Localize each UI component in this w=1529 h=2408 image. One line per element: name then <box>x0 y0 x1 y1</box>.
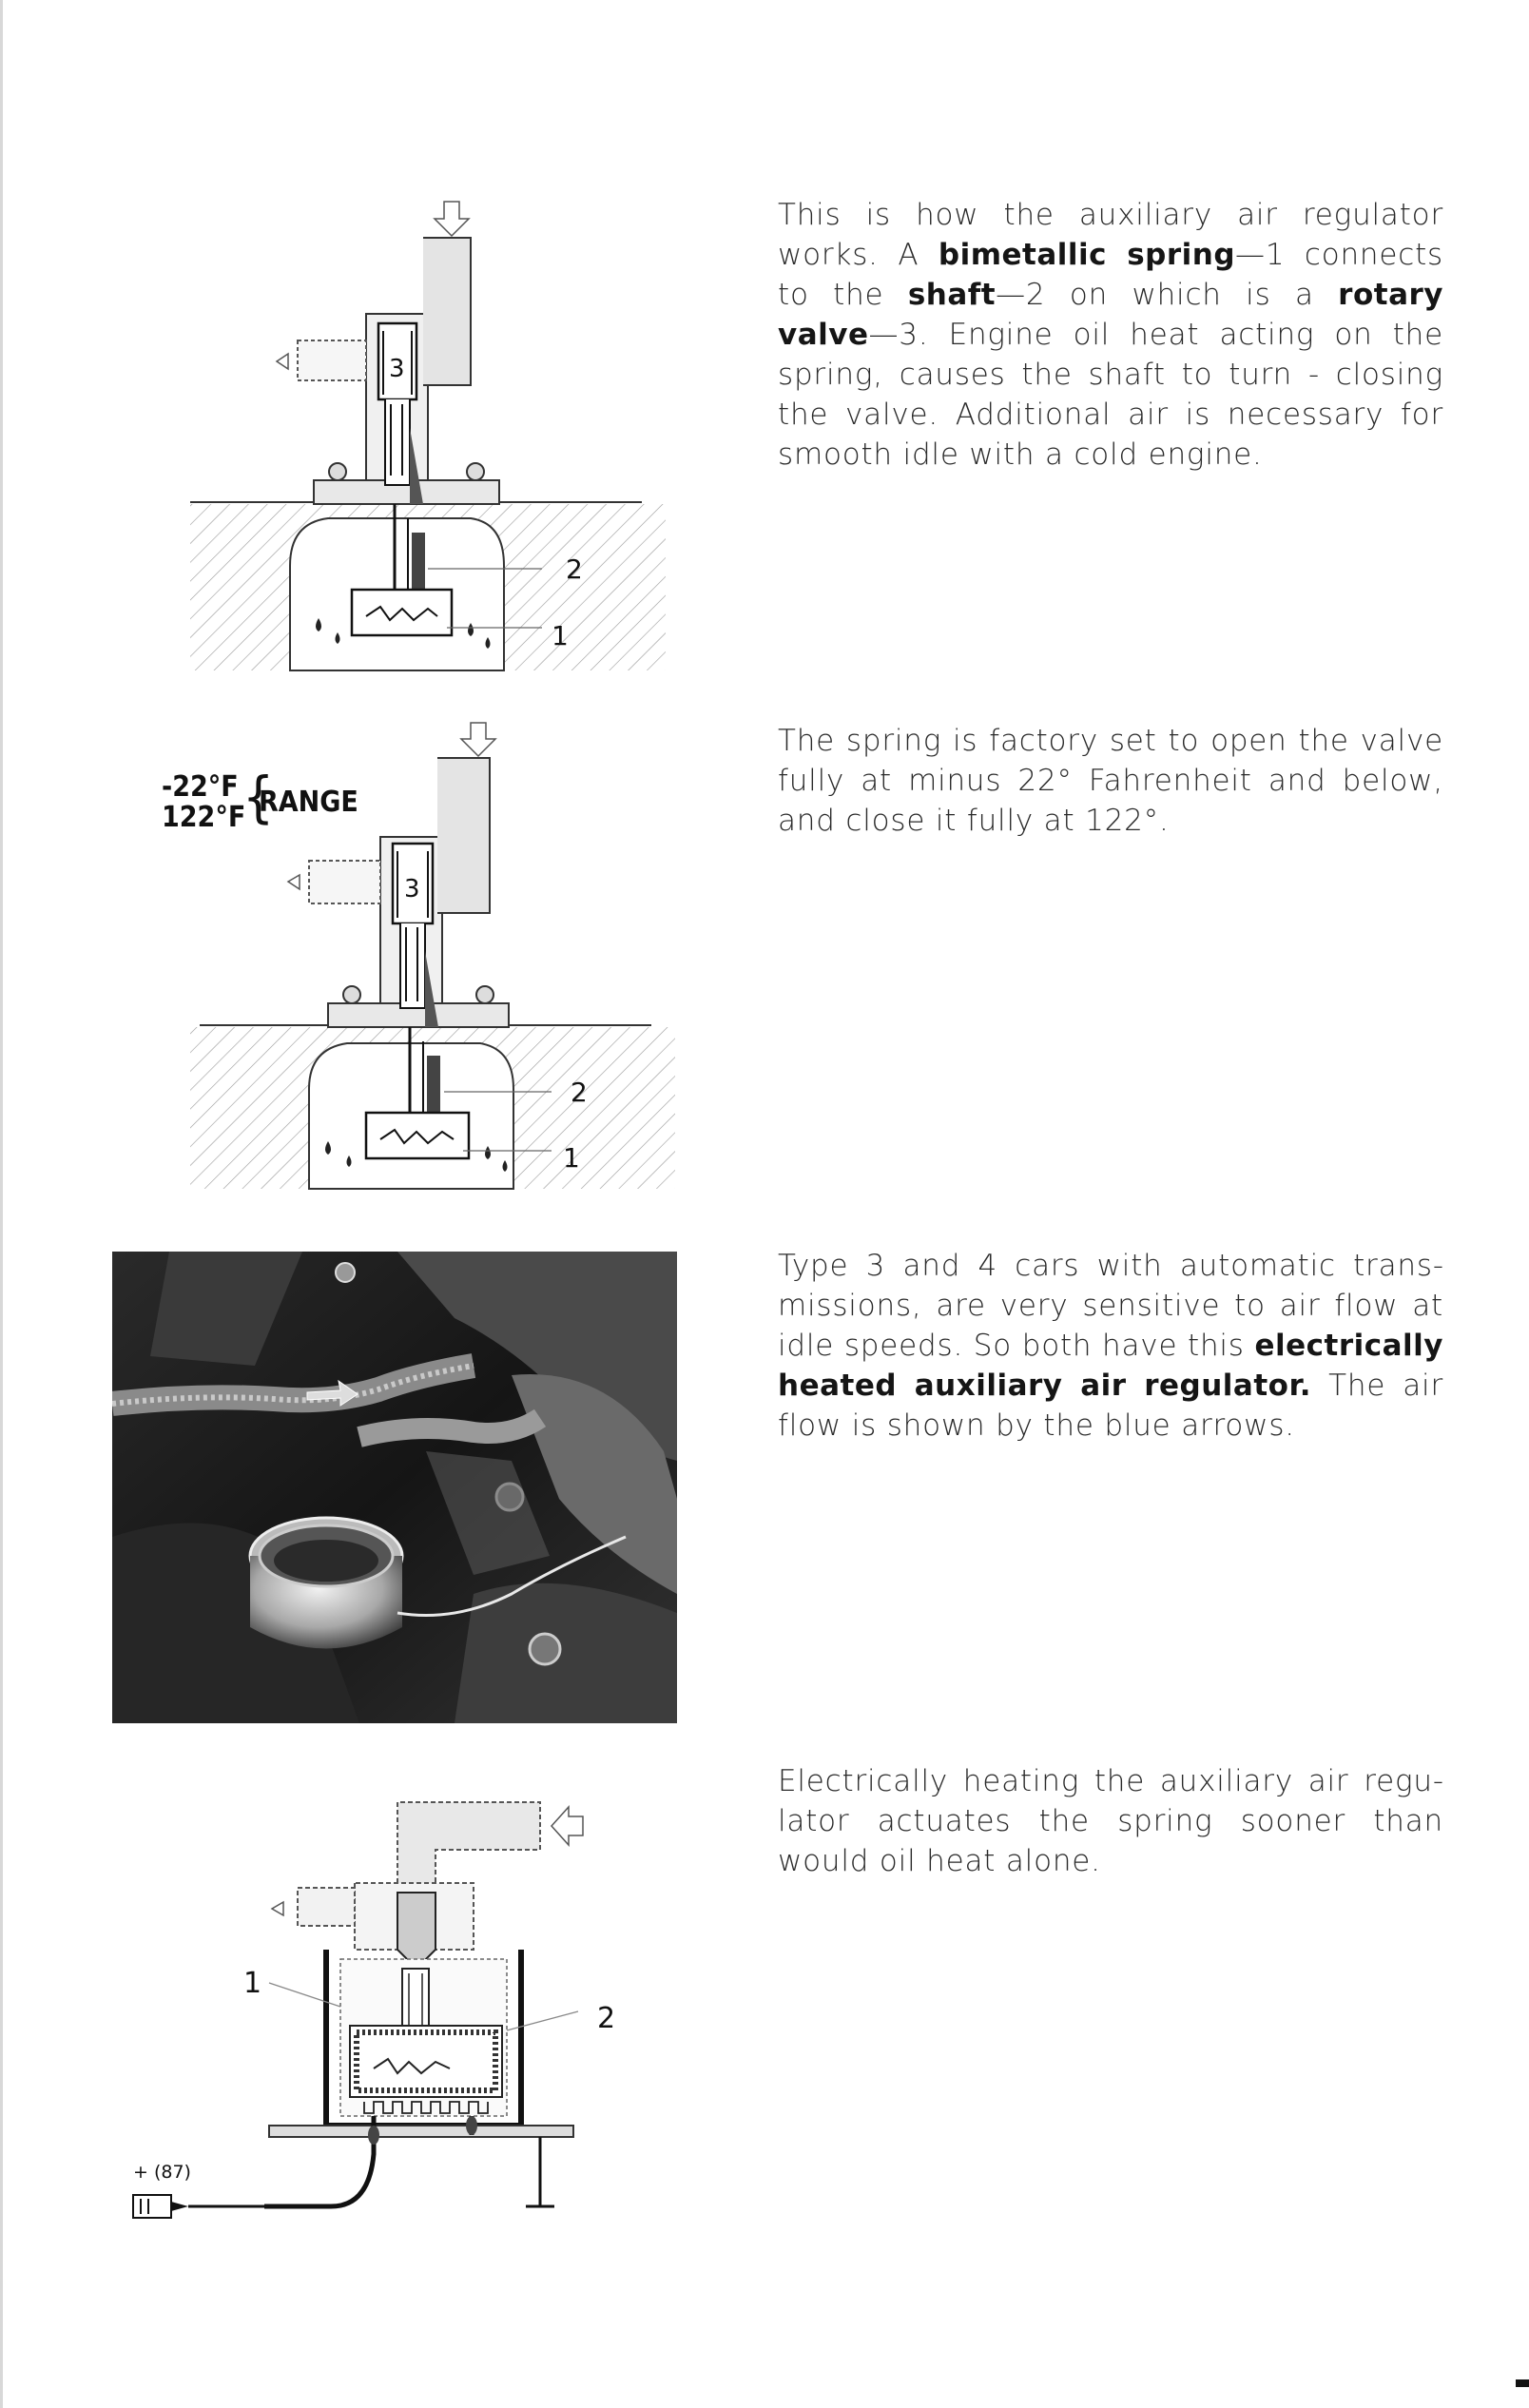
engine-photo <box>112 1252 677 1723</box>
range-word: RANGE <box>259 786 358 819</box>
regulator-diagram-cold <box>185 190 680 675</box>
temperature-range-label <box>162 772 245 833</box>
spring-number-label: 1 <box>563 1142 580 1174</box>
range-high: 122°F <box>162 801 246 834</box>
brace-icon: { <box>242 765 275 829</box>
corner-mark <box>1516 2379 1529 2387</box>
text-run: —1 connects to the <box>778 238 1443 312</box>
spring-number-label: 1 <box>552 620 569 651</box>
valve-number-label: 3 <box>389 355 405 383</box>
spring-number-label: 1 <box>243 1967 262 2000</box>
text-run: This is how the auxiliary air regulator works. A <box>778 198 1443 272</box>
shaft-number-label: 2 <box>571 1077 588 1108</box>
shaft-number-label: 2 <box>566 553 583 585</box>
text-run: —3. Engine oil heat acting on the spring, causes the shaft to turn - closing the valve. Additional air is necessary for smooth idle with a cold engine. <box>778 318 1443 472</box>
terminal-label: + (87) <box>133 2162 191 2183</box>
paragraph-type-3-4 <box>778 1246 1443 1446</box>
range-low: -22°F <box>162 770 239 804</box>
text-run: Electrically heating the auxiliary air regulator actuates the spring sooner than would oil heat alone. <box>778 1764 1443 1878</box>
term-bimetallic-spring: bimetallic spring <box>938 238 1236 272</box>
term-electrically-heated-regulator: electrically heated auxiliary air regulator. <box>778 1329 1443 1403</box>
term-shaft: shaft <box>907 278 997 312</box>
text-run: The spring is factory set to open the valve fully at minus 22° Fahrenheit and below, and close it fully at 122°. <box>778 724 1443 838</box>
text-run: The air flow is shown by the blue arrows. <box>778 1369 1443 1443</box>
paragraph-factory-setting <box>778 721 1443 841</box>
page-edge <box>0 0 3 2408</box>
electric-regulator-diagram <box>112 1759 664 2254</box>
heater-number-label: 2 <box>597 2002 616 2035</box>
term-rotary-valve: rotary valve <box>778 278 1443 352</box>
paragraph-how-it-works <box>778 195 1443 475</box>
paragraph-electric-heating <box>778 1761 1443 1881</box>
text-run: Type 3 and 4 cars with automatic transmissions, are very sensitive to air flow at idle speeds. So both have this <box>778 1249 1443 1363</box>
text-run: —2 on which is a <box>996 278 1339 312</box>
valve-number-label: 3 <box>404 875 420 903</box>
